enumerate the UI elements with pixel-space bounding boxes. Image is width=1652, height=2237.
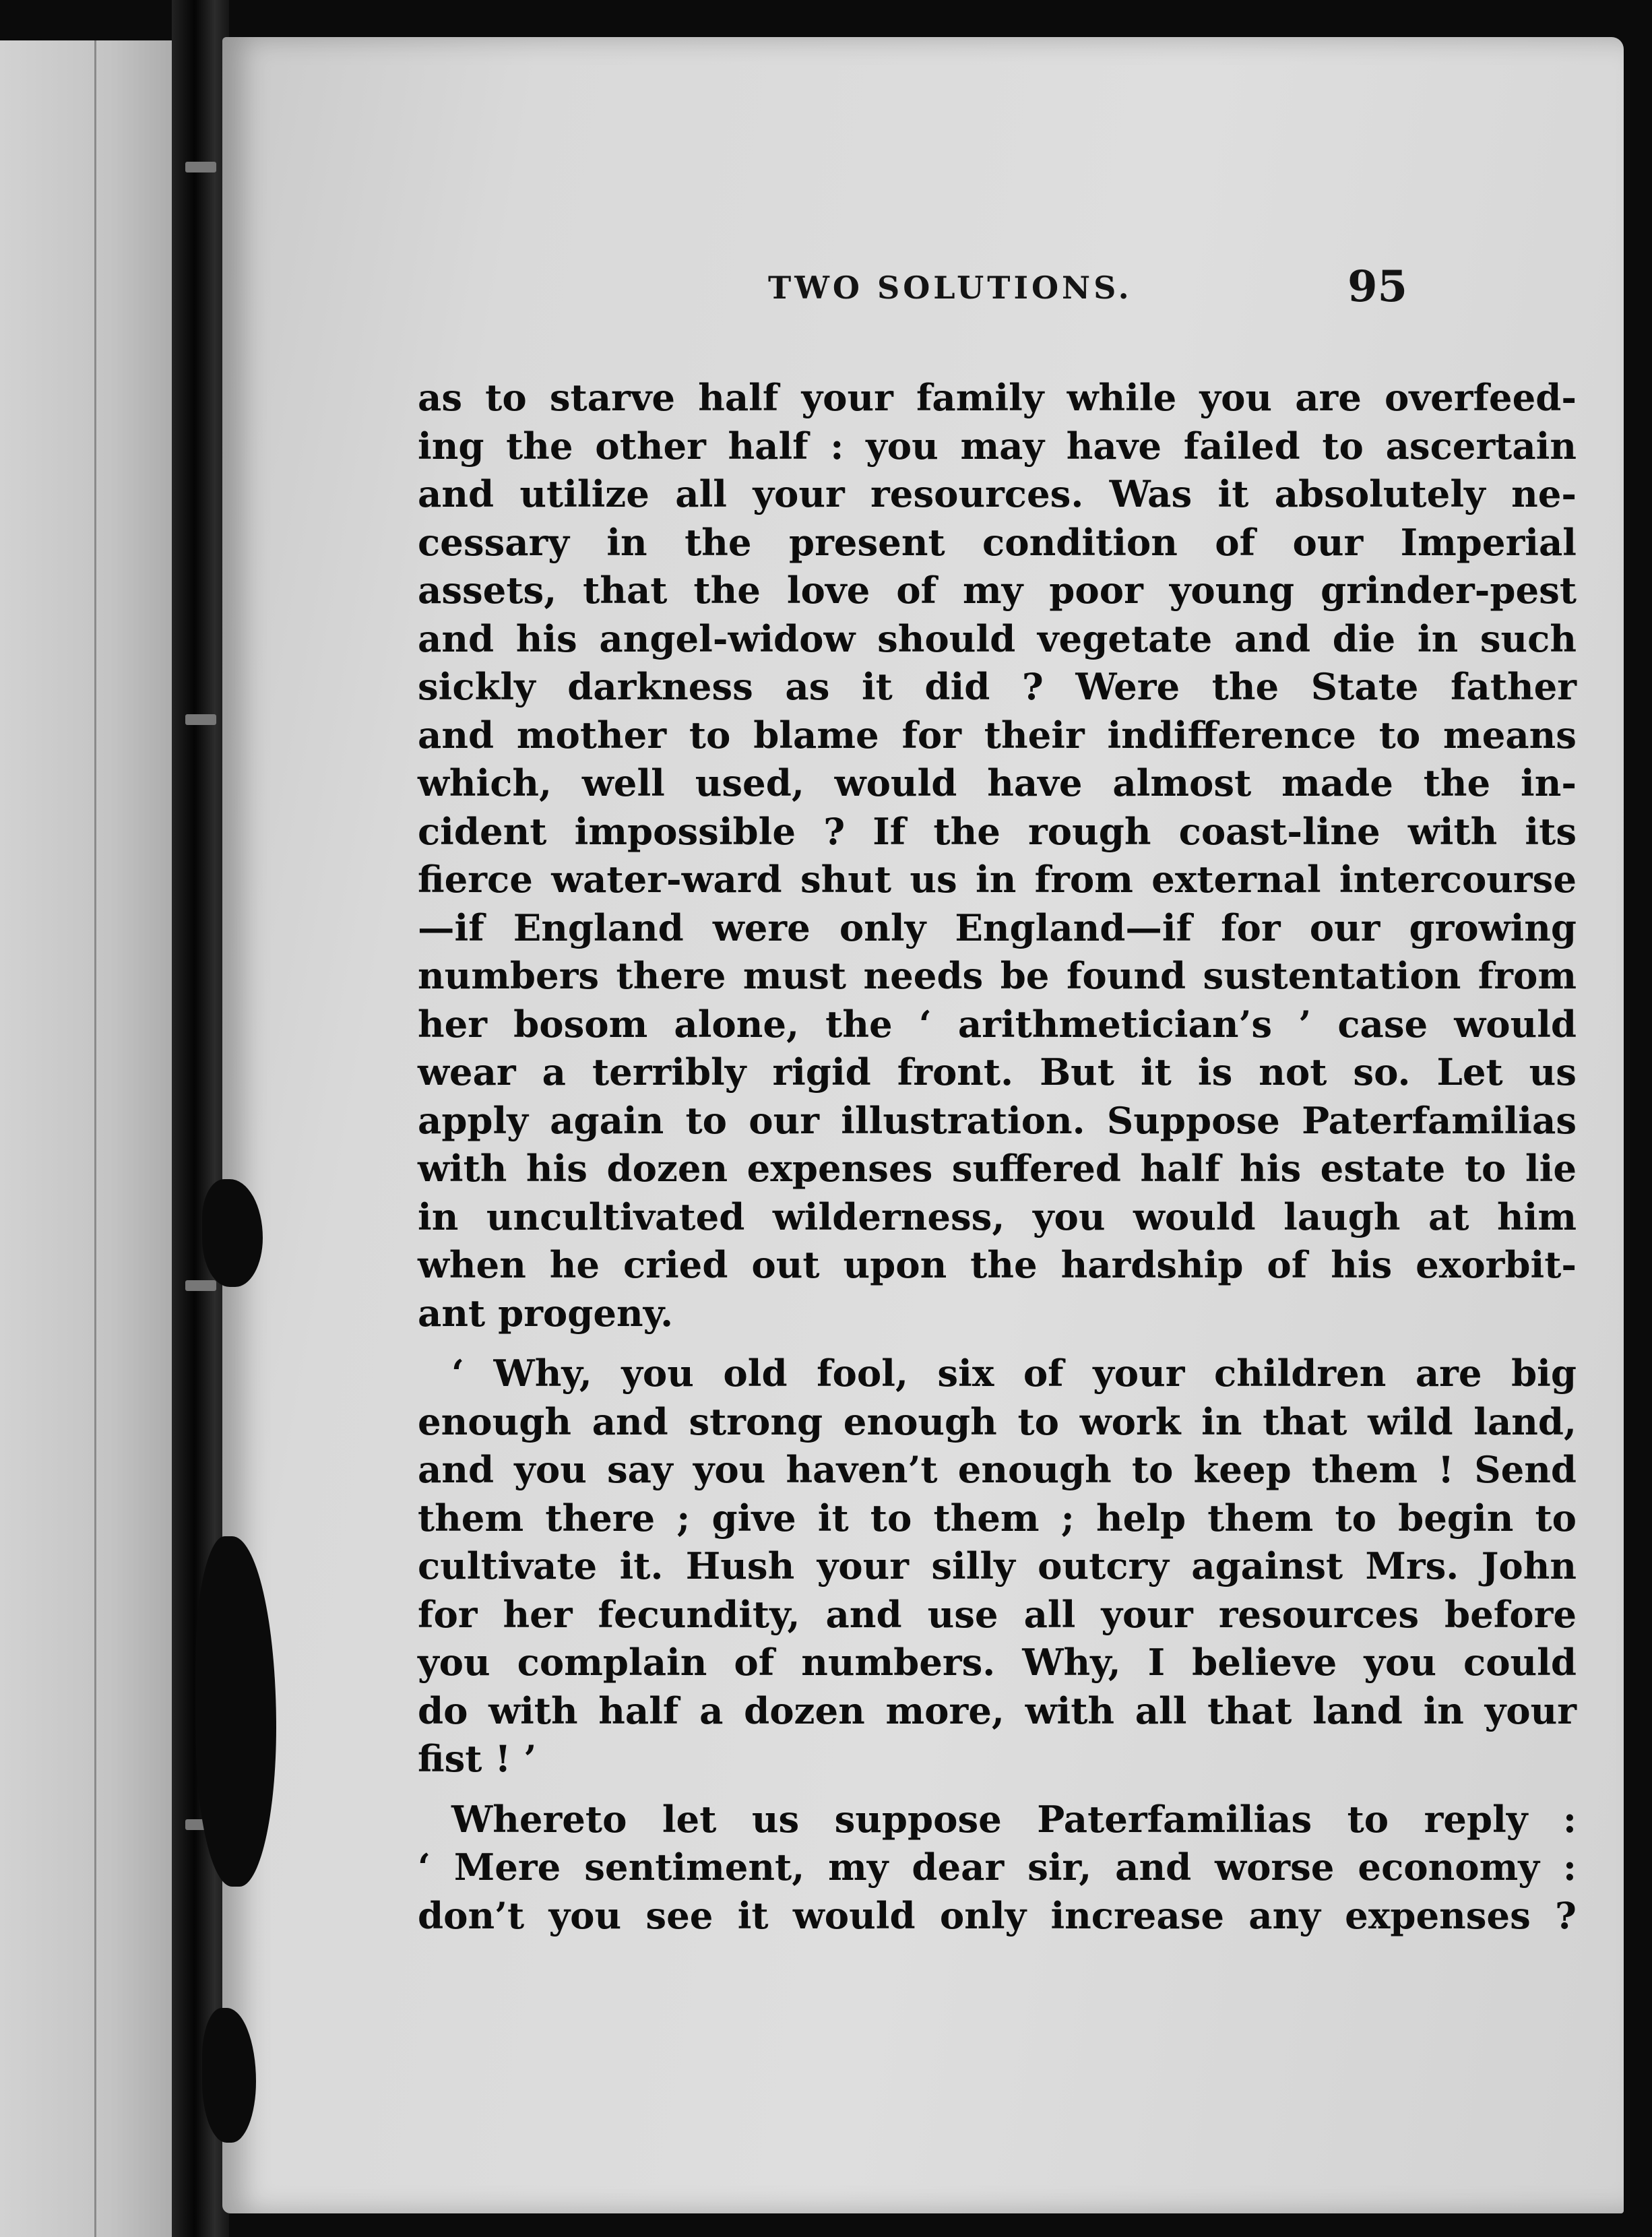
text-line: do with half a dozen more, with all that land in your bbox=[418, 1689, 1577, 1732]
text-line: when he cried out upon the hardship of his exorbit- bbox=[418, 1243, 1577, 1286]
text-line: ‘ Why, you old fool, six of your children are big bbox=[451, 1352, 1577, 1395]
text-line: and his angel-widow should vegetate and die in such bbox=[418, 617, 1577, 660]
text-line: apply again to our illustration. Suppose Paterfamilias bbox=[418, 1098, 1577, 1142]
text-line: which, well used, would have almost made the in- bbox=[418, 761, 1577, 805]
text-line: ing the other half : you may have failed to ascertain bbox=[418, 424, 1577, 468]
text-line: cultivate it. Hush your silly outcry against Mrs. John bbox=[418, 1544, 1577, 1587]
text-line: her bosom alone, the ‘ arithmetician’s ’ case would bbox=[418, 1002, 1577, 1046]
text-line: and utilize all your resources. Was it absolutely ne- bbox=[418, 472, 1577, 515]
facing-page bbox=[0, 40, 182, 2237]
text-line: as to starve half your family while you are overfeed- bbox=[418, 376, 1577, 419]
text-line: —if England were only England—if for our growing bbox=[418, 906, 1577, 949]
text-line: and you say you haven’t enough to keep them ! Send bbox=[418, 1448, 1577, 1491]
book-page bbox=[222, 37, 1624, 2213]
text-line: fist ! ’ bbox=[418, 1737, 537, 1780]
paragraph bbox=[418, 374, 1577, 1337]
text-line: you complain of numbers. Why, I believe you could bbox=[418, 1641, 1577, 1684]
running-title: TWO SOLUTIONS. bbox=[768, 270, 1133, 306]
text-line: them there ; give it to them ; help them to begin to bbox=[418, 1496, 1577, 1540]
paragraph-gap bbox=[418, 1784, 1577, 1796]
text-line: fierce water-ward shut us in from external intercourse bbox=[418, 858, 1577, 901]
text-line: cident impossible ? If the rough coast-line with its bbox=[418, 809, 1577, 853]
text-line: cessary in the present condition of our Imperial bbox=[418, 520, 1577, 564]
facing-page-fold bbox=[94, 40, 96, 2237]
text-line: sickly darkness as it did ? Were the State father bbox=[418, 665, 1577, 708]
text-line: assets, that the love of my poor young grinder-pest bbox=[418, 569, 1577, 612]
paragraph bbox=[418, 1796, 1577, 1941]
text-line: and mother to blame for their indifference to means bbox=[418, 713, 1577, 757]
text-line: numbers there must needs be found sustentation from bbox=[418, 954, 1577, 997]
running-head bbox=[222, 261, 1624, 330]
text-line: enough and strong enough to work in that wild land, bbox=[418, 1399, 1577, 1443]
text-line: ant progeny. bbox=[418, 1291, 674, 1335]
text-line: Whereto let us suppose Paterfamilias to reply : bbox=[451, 1797, 1577, 1841]
paragraph bbox=[418, 1350, 1577, 1784]
text-line: wear a terribly rigid front. But it is not so. Let us bbox=[418, 1050, 1577, 1094]
text-line: for her fecundity, and use all your resources before bbox=[418, 1592, 1577, 1636]
text-line: in uncultivated wilderness, you would laugh at him bbox=[418, 1195, 1577, 1238]
text-line: ‘ Mere sentiment, my dear sir, and worse economy : bbox=[418, 1846, 1577, 1889]
binding-thread bbox=[185, 162, 216, 172]
binding-thread bbox=[185, 714, 216, 725]
binding-thread bbox=[185, 1280, 216, 1291]
book-spine bbox=[172, 0, 229, 2237]
page-number: 95 bbox=[1347, 261, 1408, 312]
text-line: with his dozen expenses suffered half his estate to lie bbox=[418, 1147, 1577, 1190]
paragraph-gap bbox=[418, 1337, 1577, 1350]
text-line: don’t you see it would only increase any expenses ? bbox=[418, 1893, 1577, 1937]
page-body bbox=[418, 374, 1577, 1940]
